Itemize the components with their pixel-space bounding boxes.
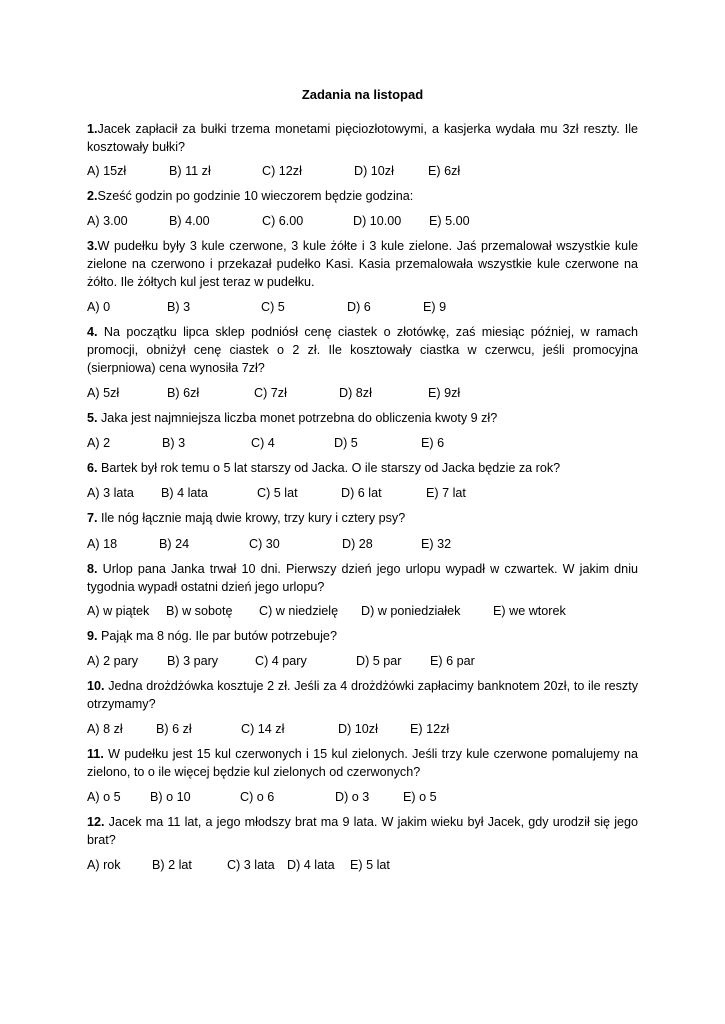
answers-12 — [87, 856, 647, 874]
question-number: 9. — [87, 629, 98, 643]
answers-7 — [87, 535, 647, 553]
question-text: W pudełku jest 15 kul czerwonych i 15 kul zielonych. Jeśli trzy kule czerwone pomalujemy na zielono, to o ile więcej będzie kul zielonych od czerwonych? — [87, 747, 638, 779]
answers-5 — [87, 434, 647, 452]
question-number: 3. — [87, 239, 98, 253]
question-2 — [87, 187, 638, 205]
question-number: 8. — [87, 562, 98, 576]
answers-6 — [87, 484, 647, 502]
answers-1 — [87, 162, 647, 180]
answer-b: B) 4.00 — [169, 214, 210, 228]
answer-a: A) rok — [87, 858, 121, 872]
answer-a: A) 8 zł — [87, 722, 123, 736]
answers-8 — [87, 602, 647, 620]
answer-c: C) 6.00 — [262, 214, 304, 228]
question-9 — [87, 627, 638, 645]
question-10 — [87, 677, 638, 713]
question-text: Na początku lipca sklep podniósł cenę ciastek o złotówkę, zaś miesiąc później, w ramach promocji, obniżył cenę ciastek o 2 zł. Ile kosztowały ciastka w czerwcu, jeśli promocyjna (sierpniowa) cena wynosiła 7zł? — [87, 325, 638, 375]
answers-4 — [87, 384, 647, 402]
answer-d: D) 4 lata — [287, 858, 335, 872]
answer-c: C) 3 lata — [227, 858, 275, 872]
answer-d: D) w poniedziałek — [361, 604, 461, 618]
question-8 — [87, 560, 638, 596]
answer-a: A) 18 — [87, 537, 118, 551]
answer-c: C) 4 — [251, 436, 275, 450]
answer-c: C) 4 pary — [255, 654, 307, 668]
answer-a: A) 3.00 — [87, 214, 128, 228]
question-3 — [87, 237, 638, 291]
answer-c: C) o 6 — [240, 790, 275, 804]
question-number: 7. — [87, 511, 98, 525]
question-number: 11. — [87, 747, 104, 761]
answer-b: B) 3 — [162, 436, 186, 450]
answer-a: A) 2 — [87, 436, 111, 450]
answer-b: B) 3 pary — [167, 654, 219, 668]
answer-d: D) 6 lat — [341, 486, 382, 500]
answer-c: C) 5 — [261, 300, 285, 314]
answer-d: D) 5 — [334, 436, 358, 450]
question-number: 5. — [87, 411, 98, 425]
question-text: Jedna drożdżówka kosztuje 2 zł. Jeśli za 4 drożdżówki zapłacimy banknotem 20zł, to ile reszty otrzymamy? — [87, 679, 638, 711]
answer-b: B) 24 — [159, 537, 190, 551]
answer-b: B) o 10 — [150, 790, 191, 804]
answers-10 — [87, 720, 647, 738]
question-text: W pudełku były 3 kule czerwone, 3 kule żółte i 3 kule zielone. Jaś przemalował wszystkie kule zielone na czerwono i przekazał pudełko Kasi. Kasia przemalowała wszystkie kule czerwone na żółto. Ile żółtych kul jest teraz w pudełku. — [87, 239, 638, 289]
question-number: 4. — [87, 325, 98, 339]
question-11 — [87, 745, 638, 781]
question-text: Pająk ma 8 nóg. Ile par butów potrzebuje? — [97, 629, 337, 643]
question-4 — [87, 323, 638, 377]
answer-b: B) 6 zł — [156, 722, 192, 736]
answers-3 — [87, 298, 647, 316]
answer-d: D) 8zł — [339, 386, 372, 400]
answers-11 — [87, 788, 647, 806]
answer-b: B) 3 — [167, 300, 191, 314]
answer-c: C) 14 zł — [241, 722, 285, 736]
page-title: Zadania na listopad — [301, 87, 424, 102]
answer-b: B) w sobotę — [166, 604, 233, 618]
question-text: Jacek ma 11 lat, a jego młodszy brat ma 9 lata. W jakim wieku był Jacek, gdy urodził się jego brat? — [87, 815, 638, 847]
answer-e: E) 32 — [421, 537, 452, 551]
answer-e: E) 7 lat — [426, 486, 466, 500]
answer-e: E) 9 — [423, 300, 447, 314]
question-number: 6. — [87, 461, 98, 475]
answer-e: E) 12zł — [410, 722, 450, 736]
answer-b: B) 6zł — [167, 386, 200, 400]
answer-d: D) 5 par — [356, 654, 402, 668]
question-12 — [87, 813, 638, 849]
question-7 — [87, 509, 638, 527]
answer-a: A) 15zł — [87, 164, 127, 178]
answer-d: D) 10zł — [354, 164, 394, 178]
answer-e: E) 9zł — [428, 386, 461, 400]
answer-e: E) o 5 — [403, 790, 437, 804]
answer-c: C) 7zł — [254, 386, 287, 400]
question-number: 12. — [87, 815, 105, 829]
answer-a: A) 2 pary — [87, 654, 139, 668]
answers-2 — [87, 212, 647, 230]
question-text: Jacek zapłacił za bułki trzema monetami pięciozłotowymi, a kasjerka wydała mu 3zł reszty. Ile kosztowały bułki? — [87, 122, 638, 154]
question-5 — [87, 409, 638, 427]
question-6 — [87, 459, 638, 477]
answer-b: B) 2 lat — [152, 858, 192, 872]
question-text: Sześć godzin po godzinie 10 wieczorem będzie godzina: — [97, 189, 414, 203]
answer-e: E) 6zł — [428, 164, 461, 178]
answer-a: A) o 5 — [87, 790, 121, 804]
question-text: Ile nóg łącznie mają dwie krowy, trzy kury i cztery psy? — [97, 511, 406, 525]
answer-d: D) 10.00 — [353, 214, 402, 228]
answer-e: E) 6 — [421, 436, 445, 450]
answer-c: C) 30 — [249, 537, 280, 551]
answers-9 — [87, 652, 647, 670]
answer-e: E) 6 par — [430, 654, 475, 668]
answer-d: D) 28 — [342, 537, 373, 551]
question-1 — [87, 120, 638, 156]
question-number: 10. — [87, 679, 105, 693]
question-number: 2. — [87, 189, 98, 203]
answer-e: E) we wtorek — [493, 604, 566, 618]
answer-c: C) 5 lat — [257, 486, 298, 500]
answer-d: D) 10zł — [338, 722, 378, 736]
answer-a: A) w piątek — [87, 604, 150, 618]
answer-b: B) 4 lata — [161, 486, 208, 500]
answer-c: C) w niedzielę — [259, 604, 339, 618]
question-text: Jaka jest najmniejsza liczba monet potrzebna do obliczenia kwoty 9 zł? — [97, 411, 498, 425]
answer-a: A) 3 lata — [87, 486, 134, 500]
question-text: Bartek był rok temu o 5 lat starszy od Jacka. O ile starszy od Jacka będzie za rok? — [97, 461, 561, 475]
question-number: 1. — [87, 122, 98, 136]
answer-c: C) 12zł — [262, 164, 302, 178]
answer-e: E) 5 lat — [350, 858, 390, 872]
answer-e: E) 5.00 — [429, 214, 470, 228]
answer-d: D) o 3 — [335, 790, 370, 804]
answer-a: A) 0 — [87, 300, 111, 314]
answer-d: D) 6 — [347, 300, 371, 314]
answer-a: A) 5zł — [87, 386, 120, 400]
answer-b: B) 11 zł — [169, 164, 211, 178]
question-text: Urlop pana Janka trwał 10 dni. Pierwszy dzień jego urlopu wypadł w czwartek. W jakim dniu tygodnia wypadł ostatni dzień jego urlopu? — [87, 562, 638, 594]
